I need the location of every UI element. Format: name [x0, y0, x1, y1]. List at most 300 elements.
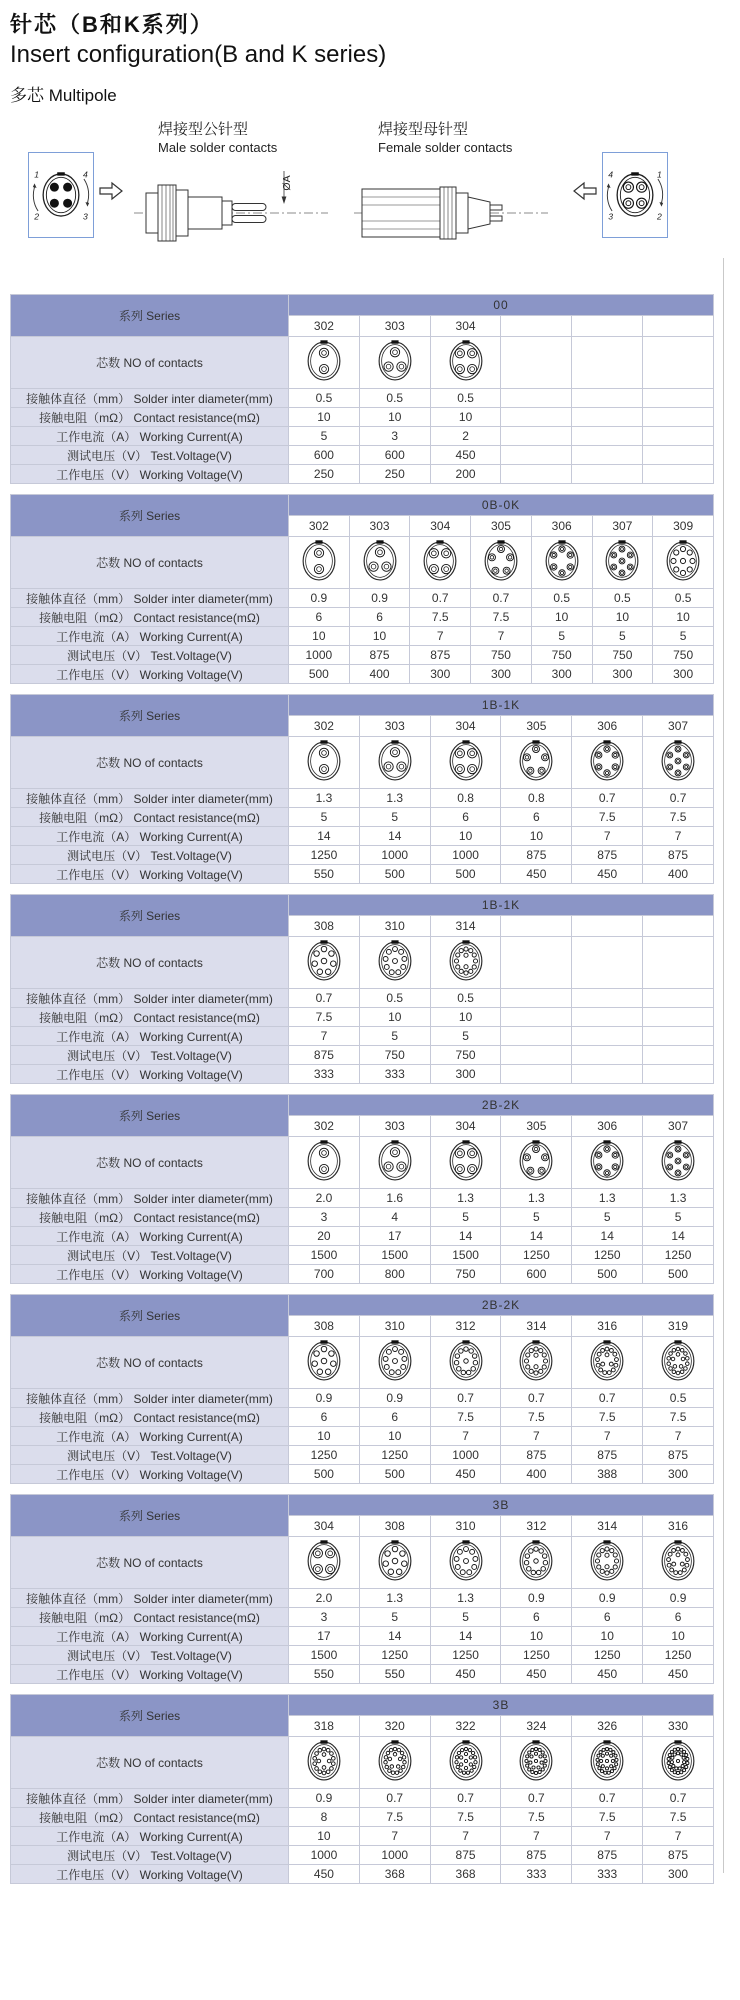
contact-face-svg: [374, 337, 416, 385]
current-row-label: 工作电流（A） Working Current(A): [11, 1227, 289, 1246]
resistance-value: 5: [359, 808, 430, 827]
test_voltage-value: 875: [501, 1846, 572, 1865]
model-number: 304: [410, 516, 471, 537]
male-connector-drawing: [132, 157, 332, 249]
series-table-00-0: [10, 294, 714, 484]
diameter-value: 0.7: [572, 789, 643, 808]
diameter-value: 0.5: [359, 989, 430, 1008]
series-row-label: 系列 Series: [11, 1295, 289, 1337]
contact-face-cell: [643, 937, 714, 989]
resistance-value: 7.5: [643, 1808, 714, 1827]
pin-number: [83, 170, 88, 180]
diameter-value: [572, 989, 643, 1008]
contact-face-svg: [601, 537, 643, 585]
working_voltage-row-label: 工作电压（V） Working Voltage(V): [11, 1065, 289, 1084]
resistance-value: 6: [643, 1608, 714, 1627]
male-label-zh: 焊接型公针型: [158, 121, 249, 138]
resistance-value: 6: [501, 808, 572, 827]
series-table-2b-2k-4: [10, 1094, 714, 1284]
resistance-row-label: 接触电阻（mΩ） Contact resistance(mΩ): [11, 608, 289, 627]
working_voltage-row-label: 工作电压（V） Working Voltage(V): [11, 1465, 289, 1484]
test_voltage-value: 875: [289, 1046, 360, 1065]
current-row-label: 工作电流（A） Working Current(A): [11, 427, 289, 446]
working_voltage-value: 450: [289, 1865, 360, 1884]
contact-face-cell: [572, 737, 643, 789]
test_voltage-value: 875: [643, 846, 714, 865]
contact-face-cell: [289, 737, 360, 789]
model-number: 302: [289, 316, 360, 337]
working_voltage-row-label: 工作电压（V） Working Voltage(V): [11, 1665, 289, 1684]
working_voltage-value: 333: [501, 1865, 572, 1884]
diameter-value: 0.8: [430, 789, 501, 808]
contact-face-svg: [445, 1737, 487, 1785]
male-label-en: Male solder contacts: [158, 140, 278, 155]
model-number: 304: [430, 716, 501, 737]
test_voltage-value: 1250: [359, 1646, 430, 1665]
diameter-value: 0.5: [430, 389, 501, 408]
current-value: 7: [572, 827, 643, 846]
test_voltage-row-label: 测试电压（V） Test.Voltage(V): [11, 846, 289, 865]
working_voltage-value: 388: [572, 1465, 643, 1484]
model-number: 307: [643, 716, 714, 737]
contact-face-cell: [592, 537, 653, 589]
working_voltage-value: 550: [289, 865, 360, 884]
contact-face-svg: [515, 1137, 557, 1185]
working_voltage-value: 333: [572, 1865, 643, 1884]
contact-face-svg: [374, 1337, 416, 1385]
resistance-value: 5: [359, 1608, 430, 1627]
contact-face-svg: [586, 1537, 628, 1585]
current-value: 7: [501, 1827, 572, 1846]
contact-face-cell: [289, 537, 350, 589]
test_voltage-row-label: 测试电压（V） Test.Voltage(V): [11, 646, 289, 665]
contact-face-cell: [430, 1737, 501, 1789]
test_voltage-value: 1250: [501, 1646, 572, 1665]
resistance-value: 7.5: [572, 1808, 643, 1827]
contact-face-cell: [501, 737, 572, 789]
resistance-row-label: 接触电阻（mΩ） Contact resistance(mΩ): [11, 808, 289, 827]
current-value: 5: [653, 627, 714, 646]
contact-face-svg: [374, 737, 416, 785]
model-number: 308: [289, 1316, 360, 1337]
diameter-value: 0.7: [359, 1789, 430, 1808]
working_voltage-value: [501, 465, 572, 484]
diameter-value: 0.7: [572, 1789, 643, 1808]
resistance-value: 10: [592, 608, 653, 627]
rotation-arrow: [658, 179, 663, 204]
contact-face-cell: [289, 937, 360, 989]
diameter-value: [501, 989, 572, 1008]
current-value: 14: [359, 1627, 430, 1646]
model-number: 324: [501, 1716, 572, 1737]
male-face-svg: [30, 155, 92, 235]
working_voltage-value: 400: [501, 1465, 572, 1484]
current-row-label: 工作电流（A） Working Current(A): [11, 1827, 289, 1846]
model-number: 309: [653, 516, 714, 537]
resistance-value: [643, 408, 714, 427]
current-value: 14: [430, 1627, 501, 1646]
working_voltage-value: 450: [430, 1465, 501, 1484]
model-number: 320: [359, 1716, 430, 1737]
model-number: 307: [643, 1116, 714, 1137]
resistance-value: [501, 408, 572, 427]
contact-face-svg: [298, 537, 340, 585]
working_voltage-value: 600: [501, 1265, 572, 1284]
diameter-value: 0.5: [531, 589, 592, 608]
test_voltage-value: 1000: [289, 646, 350, 665]
contact-face-cell: [410, 537, 471, 589]
contact-face-svg: [303, 1337, 345, 1385]
resistance-value: 4: [359, 1208, 430, 1227]
resistance-value: 3: [289, 1208, 360, 1227]
test_voltage-value: 1500: [289, 1246, 360, 1265]
series-row-label: 系列 Series: [11, 695, 289, 737]
contact-face-cell: [643, 737, 714, 789]
diameter-value: 0.9: [643, 1589, 714, 1608]
contact-face-svg: [303, 737, 345, 785]
contact-face-cell: [430, 1537, 501, 1589]
test_voltage-value: 750: [430, 1046, 501, 1065]
diameter-value: 0.9: [289, 1389, 360, 1408]
diameter-value: 0.5: [289, 389, 360, 408]
contact-face-cell: [471, 537, 532, 589]
test_voltage-value: 1500: [430, 1246, 501, 1265]
working_voltage-value: 300: [531, 665, 592, 684]
contact-face-svg: [303, 1537, 345, 1585]
current-value: [572, 1027, 643, 1046]
model-number: 316: [572, 1316, 643, 1337]
model-number: 305: [501, 1116, 572, 1137]
model-number: 314: [430, 916, 501, 937]
current-value: 20: [289, 1227, 360, 1246]
resistance-value: [643, 1008, 714, 1027]
rotation-arrow: [33, 186, 38, 211]
series-row-label: 系列 Series: [11, 895, 289, 937]
diameter-value: 1.3: [359, 789, 430, 808]
model-number: 314: [501, 1316, 572, 1337]
current-value: [501, 1027, 572, 1046]
resistance-value: 7.5: [501, 1408, 572, 1427]
contact-face-svg: [445, 337, 487, 385]
contacts-row-label: 芯数 NO of contacts: [11, 1337, 289, 1389]
resistance-value: 10: [359, 408, 430, 427]
resistance-row-label: 接触电阻（mΩ） Contact resistance(mΩ): [11, 1208, 289, 1227]
resistance-value: 10: [289, 408, 360, 427]
diameter-value: 1.3: [359, 1589, 430, 1608]
model-number: 307: [592, 516, 653, 537]
male-connector-group: [132, 118, 344, 249]
contact-face-cell: [572, 1337, 643, 1389]
contact-face-cell: [430, 337, 501, 389]
page-edge-line: [723, 258, 724, 1873]
working_voltage-value: 450: [430, 1665, 501, 1684]
current-value: 10: [349, 627, 410, 646]
test_voltage-value: 450: [430, 446, 501, 465]
working_voltage-row-label: 工作电压（V） Working Voltage(V): [11, 1265, 289, 1284]
contact-face-svg: [515, 1537, 557, 1585]
contact-face-cell: [430, 1137, 501, 1189]
diameter-row-label: 接触体直径（mm） Solder inter diameter(mm): [11, 1189, 289, 1208]
contacts-row-label: 芯数 NO of contacts: [11, 937, 289, 989]
contact-face-svg: [657, 737, 699, 785]
contact-face-svg: [445, 1137, 487, 1185]
model-number: 312: [430, 1316, 501, 1337]
pin-number: [608, 211, 613, 221]
resistance-value: 10: [531, 608, 592, 627]
contact-face-svg: [303, 1737, 345, 1785]
resistance-value: [572, 408, 643, 427]
test_voltage-value: 750: [471, 646, 532, 665]
resistance-value: 7.5: [430, 1808, 501, 1827]
diameter-value: 0.5: [592, 589, 653, 608]
resistance-value: 7.5: [289, 1008, 360, 1027]
model-number: 310: [430, 1516, 501, 1537]
working_voltage-value: 750: [430, 1265, 501, 1284]
series-name: 3B: [289, 1495, 714, 1516]
contact-face-svg: [445, 1537, 487, 1585]
series-name: 00: [289, 295, 714, 316]
contact-face-cell: [501, 1337, 572, 1389]
diameter-value: 0.8: [501, 789, 572, 808]
current-value: 10: [643, 1627, 714, 1646]
diameter-value: 0.7: [643, 789, 714, 808]
model-number: 303: [359, 316, 430, 337]
contacts-row-label: 芯数 NO of contacts: [11, 737, 289, 789]
diameter-value: [572, 389, 643, 408]
test_voltage-row-label: 测试电压（V） Test.Voltage(V): [11, 446, 289, 465]
model-number: [501, 316, 572, 337]
test_voltage-row-label: 测试电压（V） Test.Voltage(V): [11, 1446, 289, 1465]
current-value: 14: [572, 1227, 643, 1246]
current-value: 7: [430, 1427, 501, 1446]
working_voltage-value: [572, 465, 643, 484]
model-number: [501, 916, 572, 937]
model-number: 305: [471, 516, 532, 537]
test_voltage-value: 875: [501, 1446, 572, 1465]
contact-face-cell: [289, 1337, 360, 1389]
page-title-en: Insert configuration(B and K series): [10, 41, 387, 68]
pin-number: [656, 211, 662, 221]
current-value: 10: [289, 1427, 360, 1446]
series-table-3b-6: [10, 1494, 714, 1684]
current-value: 7: [471, 627, 532, 646]
test_voltage-value: 1250: [643, 1246, 714, 1265]
current-value: 17: [359, 1227, 430, 1246]
current-row-label: 工作电流（A） Working Current(A): [11, 1427, 289, 1446]
test_voltage-value: 875: [410, 646, 471, 665]
test_voltage-value: 1250: [289, 1446, 360, 1465]
series-name: 1B-1K: [289, 695, 714, 716]
contact-face-cell: [572, 337, 643, 389]
model-number: 302: [289, 716, 360, 737]
rotation-arrow: [84, 179, 89, 204]
current-value: 7: [359, 1827, 430, 1846]
current-value: 7: [430, 1827, 501, 1846]
model-number: 305: [501, 716, 572, 737]
resistance-value: 6: [359, 1408, 430, 1427]
contact-face-svg: [515, 737, 557, 785]
contact-face-cell: [349, 537, 410, 589]
model-number: 303: [349, 516, 410, 537]
current-value: 2: [430, 427, 501, 446]
current-value: 7: [501, 1427, 572, 1446]
diameter-value: 0.5: [430, 989, 501, 1008]
working_voltage-value: [501, 1065, 572, 1084]
series-table-1b-1k-3: [10, 894, 714, 1084]
working_voltage-value: 450: [572, 865, 643, 884]
model-number: 312: [501, 1516, 572, 1537]
current-row-label: 工作电流（A） Working Current(A): [11, 1027, 289, 1046]
current-value: 14: [643, 1227, 714, 1246]
test_voltage-value: 875: [501, 846, 572, 865]
contact-face-svg: [303, 937, 345, 985]
resistance-value: 6: [289, 1408, 360, 1427]
model-number: 330: [643, 1716, 714, 1737]
working_voltage-value: 300: [592, 665, 653, 684]
test_voltage-row-label: 测试电压（V） Test.Voltage(V): [11, 1246, 289, 1265]
male-face-diagram: [28, 152, 94, 238]
test_voltage-value: 875: [572, 846, 643, 865]
contact-face-svg: [586, 737, 628, 785]
contact-face-svg: [662, 537, 704, 585]
diameter-value: [501, 389, 572, 408]
diameter-value: 1.3: [643, 1189, 714, 1208]
diagram-band: [28, 118, 732, 268]
diameter-value: 0.9: [501, 1589, 572, 1608]
resistance-value: 5: [430, 1608, 501, 1627]
current-value: 10: [501, 1627, 572, 1646]
test_voltage-value: [501, 1046, 572, 1065]
current-value: 14: [430, 1227, 501, 1246]
model-number: 303: [359, 1116, 430, 1137]
working_voltage-value: 300: [653, 665, 714, 684]
model-number: 304: [430, 1116, 501, 1137]
current-value: 10: [430, 827, 501, 846]
series-table-3b-7: [10, 1694, 714, 1884]
test_voltage-row-label: 测试电压（V） Test.Voltage(V): [11, 1846, 289, 1865]
resistance-value: [572, 1008, 643, 1027]
series-row-label: 系列 Series: [11, 495, 289, 537]
current-value: 5: [289, 427, 360, 446]
model-number: 316: [643, 1516, 714, 1537]
test_voltage-value: 1250: [643, 1646, 714, 1665]
contacts-row-label: 芯数 NO of contacts: [11, 337, 289, 389]
contact-face-cell: [501, 1537, 572, 1589]
contact-face-svg: [303, 337, 345, 385]
contact-face-cell: [359, 1537, 430, 1589]
pin-number: [33, 211, 39, 221]
series-row-label: 系列 Series: [11, 295, 289, 337]
contact-face-cell: [501, 1737, 572, 1789]
contact-face-cell: [643, 1337, 714, 1389]
model-number: 319: [643, 1316, 714, 1337]
contact-face-cell: [572, 1737, 643, 1789]
current-value: 10: [359, 1427, 430, 1446]
contact-face-cell: [572, 1537, 643, 1589]
female-face-diagram: [602, 152, 668, 238]
contact-face-cell: [643, 1137, 714, 1189]
contact-face-svg: [515, 1337, 557, 1385]
test_voltage-value: 1500: [359, 1246, 430, 1265]
contact-face-cell: [430, 1337, 501, 1389]
diameter-value: 0.7: [501, 1789, 572, 1808]
female-label-en: Female solder contacts: [378, 140, 513, 155]
contact-face-svg: [657, 1537, 699, 1585]
test_voltage-value: 1250: [430, 1646, 501, 1665]
test_voltage-value: 1250: [289, 846, 360, 865]
diameter-value: 0.7: [572, 1389, 643, 1408]
contact-face-svg: [419, 537, 461, 585]
contact-face-cell: [643, 337, 714, 389]
working_voltage-value: 250: [289, 465, 360, 484]
working_voltage-value: 500: [359, 1465, 430, 1484]
resistance-value: 7.5: [410, 608, 471, 627]
working_voltage-value: 700: [289, 1265, 360, 1284]
series-row-label: 系列 Series: [11, 1495, 289, 1537]
test_voltage-value: 1500: [289, 1646, 360, 1665]
diameter-row-label: 接触体直径（mm） Solder inter diameter(mm): [11, 989, 289, 1008]
current-value: 7: [643, 1827, 714, 1846]
working_voltage-value: 500: [430, 865, 501, 884]
current-value: 5: [531, 627, 592, 646]
test_voltage-value: 1250: [501, 1246, 572, 1265]
working_voltage-value: 300: [643, 1465, 714, 1484]
test_voltage-value: 875: [430, 1846, 501, 1865]
contact-face-svg: [303, 1137, 345, 1185]
resistance-value: 7.5: [572, 1408, 643, 1427]
contact-face-svg: [586, 1337, 628, 1385]
working_voltage-value: 500: [359, 865, 430, 884]
contact-face-cell: [359, 1737, 430, 1789]
working_voltage-value: 500: [572, 1265, 643, 1284]
model-number: [572, 316, 643, 337]
pin-number: [608, 170, 613, 180]
working_voltage-value: 400: [349, 665, 410, 684]
current-row-label: 工作电流（A） Working Current(A): [11, 1627, 289, 1646]
contacts-row-label: 芯数 NO of contacts: [11, 1137, 289, 1189]
working_voltage-value: 300: [643, 1865, 714, 1884]
series-table-2b-2k-5: [10, 1294, 714, 1484]
current-value: 14: [289, 827, 360, 846]
contact-face-cell: [653, 537, 714, 589]
contact-face-svg: [445, 937, 487, 985]
diameter-row-label: 接触体直径（mm） Solder inter diameter(mm): [11, 389, 289, 408]
contact-face-cell: [430, 937, 501, 989]
series-name: 2B-2K: [289, 1295, 714, 1316]
contact-face-cell: [531, 537, 592, 589]
model-number: 306: [572, 716, 643, 737]
model-number: 306: [531, 516, 592, 537]
model-number: 310: [359, 1316, 430, 1337]
diameter-value: 1.3: [430, 1589, 501, 1608]
working_voltage-value: 450: [501, 865, 572, 884]
resistance-value: 3: [289, 1608, 360, 1627]
resistance-value: 10: [430, 1008, 501, 1027]
contact-face-cell: [289, 337, 360, 389]
resistance-value: 5: [643, 1208, 714, 1227]
series-table-1b-1k-2: [10, 694, 714, 884]
diameter-value: 0.7: [430, 1789, 501, 1808]
current-row-label: 工作电流（A） Working Current(A): [11, 627, 289, 646]
diameter-row-label: 接触体直径（mm） Solder inter diameter(mm): [11, 1789, 289, 1808]
model-number: 318: [289, 1716, 360, 1737]
diameter-value: 0.7: [643, 1789, 714, 1808]
series-name: 1B-1K: [289, 895, 714, 916]
working_voltage-value: 500: [643, 1265, 714, 1284]
test_voltage-value: 600: [359, 446, 430, 465]
current-value: [572, 427, 643, 446]
current-value: 5: [592, 627, 653, 646]
